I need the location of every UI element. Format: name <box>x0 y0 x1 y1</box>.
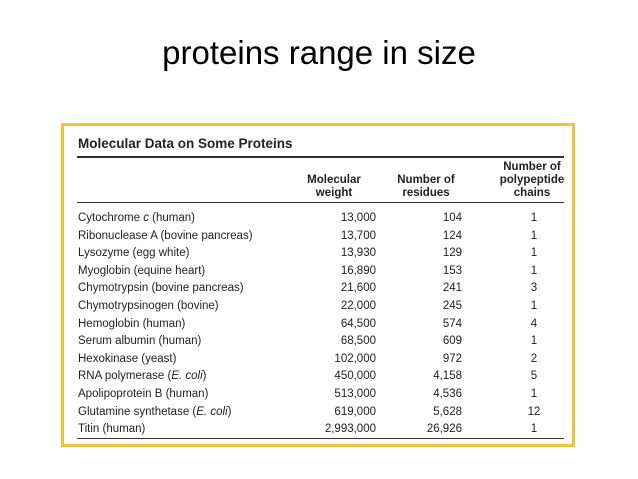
table-row <box>64 210 572 228</box>
protein-name: Apolipoprotein B (human) <box>78 387 209 400</box>
header-line: residues <box>402 187 450 199</box>
residue-count: 4,158 <box>433 370 462 383</box>
chain-count: 1 <box>530 229 538 242</box>
table-row <box>64 298 572 316</box>
table-title: Molecular Data on Some Proteins <box>78 136 293 151</box>
molecular-weight: 102,000 <box>334 352 376 365</box>
protein-name: Titin (human) <box>78 423 146 436</box>
chain-count: 1 <box>530 247 538 260</box>
molecular-weight: 16,890 <box>340 264 376 277</box>
header-line: chains <box>513 187 551 199</box>
molecular-weight: 513,000 <box>334 387 376 400</box>
molecular-weight: 22,000 <box>340 299 376 312</box>
residue-count: 129 <box>442 247 462 260</box>
residue-count: 574 <box>442 317 462 330</box>
bottom-rule <box>77 438 564 439</box>
protein-name: Chymotrypsin (bovine pancreas) <box>78 282 244 295</box>
molecular-weight: 450,000 <box>334 370 376 383</box>
protein-name: Lysozyme (egg white) <box>78 247 190 260</box>
molecular-weight: 13,000 <box>340 212 376 224</box>
residue-count: 4,536 <box>433 387 462 400</box>
molecular-weight: 13,930 <box>340 247 376 260</box>
protein-name: RNA polymerase (E. coli) <box>78 370 207 383</box>
molecular-weight: 68,500 <box>340 335 376 348</box>
residue-count: 5,628 <box>433 405 462 418</box>
chain-count: 1 <box>530 335 538 348</box>
residue-count: 26,926 <box>426 423 462 436</box>
residue-count: 124 <box>442 229 462 242</box>
molecular-weight: 619,000 <box>334 405 376 418</box>
residue-count: 241 <box>442 282 462 295</box>
table-body <box>64 210 572 439</box>
table-row <box>64 316 572 334</box>
header-chains <box>487 161 577 200</box>
table-row <box>64 404 572 422</box>
protein-name: Myoglobin (equine heart) <box>78 264 206 277</box>
molecular-weight: 64,500 <box>340 317 376 330</box>
molecular-weight: 21,600 <box>340 282 376 295</box>
table-row <box>64 280 572 298</box>
table-row <box>64 351 572 369</box>
chain-count: 1 <box>530 212 538 224</box>
header-molecular-weight <box>294 174 374 200</box>
top-rule <box>77 156 564 158</box>
chain-count: 4 <box>530 317 538 330</box>
table-row <box>64 368 572 386</box>
molecular-weight: 13,700 <box>340 229 376 242</box>
protein-name: Hexokinase (yeast) <box>78 352 177 365</box>
table-row <box>64 421 572 439</box>
molecular-weight: 2,993,000 <box>324 423 376 436</box>
header-line: Number of <box>503 161 561 173</box>
protein-data-table <box>61 123 575 447</box>
residue-count: 609 <box>442 335 462 348</box>
residue-count: 245 <box>442 299 462 312</box>
table-row <box>64 333 572 351</box>
table-row <box>64 228 572 246</box>
chain-count: 1 <box>530 299 538 312</box>
header-line: Molecular <box>307 174 361 186</box>
chain-count: 1 <box>530 264 538 277</box>
chain-count: 12 <box>527 405 541 418</box>
header-line: weight <box>315 187 353 199</box>
protein-name: Serum albumin (human) <box>78 335 202 348</box>
protein-name: Hemoglobin (human) <box>78 317 186 330</box>
chain-count: 5 <box>530 370 538 383</box>
chain-count: 1 <box>530 387 538 400</box>
table-row <box>64 263 572 281</box>
protein-name: Ribonuclease A (bovine pancreas) <box>78 229 253 242</box>
header-residues <box>386 174 466 200</box>
protein-name: Chymotrypsinogen (bovine) <box>78 299 219 312</box>
header-line: polypeptide <box>499 174 565 186</box>
header-rule <box>77 202 564 203</box>
protein-name: Glutamine synthetase (E. coli) <box>78 405 232 418</box>
header-line: Number of <box>397 174 455 186</box>
residue-count: 153 <box>442 264 462 277</box>
residue-count: 104 <box>442 212 462 224</box>
chain-count: 1 <box>530 423 538 436</box>
slide-title: proteins range in size <box>162 34 476 71</box>
table-row <box>64 386 572 404</box>
chain-count: 3 <box>530 282 538 295</box>
protein-name: Cytochrome c (human) <box>78 212 195 224</box>
residue-count: 972 <box>442 352 462 365</box>
table-row <box>64 245 572 263</box>
chain-count: 2 <box>530 352 538 365</box>
